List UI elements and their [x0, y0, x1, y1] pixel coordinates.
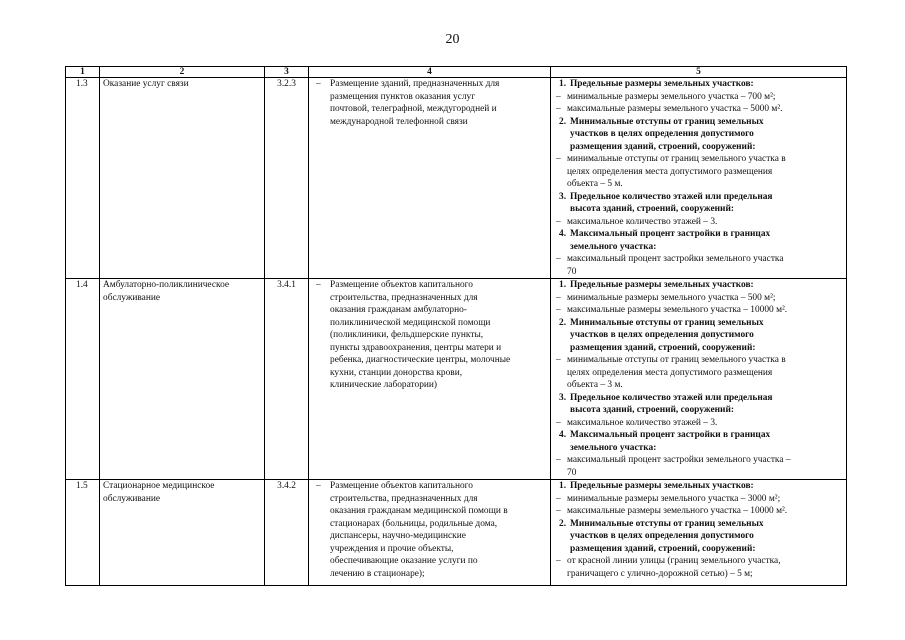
use-type-code-cell: 3.4.2 [265, 480, 309, 586]
dash-marker: – [556, 104, 561, 114]
parameter-line: высота зданий, строений, сооружений: [570, 204, 734, 214]
parameter-line: Предельные размеры земельных участков: [570, 79, 754, 89]
parameter-number: 4. [559, 430, 567, 440]
description-item [312, 279, 547, 392]
description-line: Размещение зданий, предназначенных для [330, 79, 500, 89]
parameter-text [567, 493, 843, 506]
parameter-line: 70 [567, 266, 577, 277]
parameter-line: размещения зданий, строений, сооружений: [570, 141, 756, 152]
parameter-line: максимальные размеры земельного участка – 10000 м². [567, 305, 788, 315]
parameter-value [554, 454, 843, 479]
parameter-line: минимальные размеры земельного участка – 700 м²; [567, 91, 776, 102]
parameter-heading [554, 191, 843, 216]
parameter-line: Предельные размеры земельных участков: [570, 280, 754, 290]
dash-marker: – [556, 493, 561, 504]
dash-marker: – [556, 455, 561, 465]
parameter-value [554, 505, 843, 518]
parameter-text [570, 116, 843, 154]
header-cell: 3 [265, 67, 309, 78]
parameter-line: объекта – 5 м. [567, 179, 623, 189]
parameter-value [554, 103, 843, 116]
parameter-value [554, 354, 843, 392]
parameter-heading [554, 78, 843, 91]
parameter-line: Минимальные отступы от границ земельных [570, 116, 764, 127]
dash-marker: – [556, 305, 561, 315]
description-line: оказания гражданам медицинской помощи в [330, 506, 508, 516]
description-line: стационарах (больницы, родильные дома, [330, 518, 498, 529]
description-text [330, 480, 547, 580]
parameter-number: 2. [559, 518, 567, 529]
use-type-code-cell: 3.2.3 [265, 78, 309, 279]
row-number-cell: 1.5 [66, 480, 100, 586]
description-line: пункты здравоохранения, центры матери и [330, 342, 502, 353]
use-type-name-cell: Оказание услуг связи [100, 78, 265, 279]
table-header-row [66, 67, 847, 78]
parameter-line: высота зданий, строений, сооружений: [570, 405, 734, 415]
parameter-line: земельного участка: [570, 442, 657, 453]
description-line: строительства, предназначенных для [330, 292, 478, 303]
parameter-value [554, 304, 843, 317]
parameter-line: размещения зданий, строений, сооружений: [570, 342, 756, 353]
header-cell: 1 [66, 67, 100, 78]
parameter-line: минимальные отступы от границ земельного участка в [567, 154, 786, 164]
parameter-value [554, 493, 843, 506]
parameter-number: 1. [559, 280, 567, 290]
description-line: строительства, предназначенных для [330, 493, 478, 504]
parameter-text [567, 253, 843, 278]
description-line: размещения пунктов оказания услуг [330, 91, 476, 102]
parameter-value [554, 216, 843, 229]
parameter-line: Предельное количество этажей или предельная [570, 191, 773, 202]
parameter-value [554, 253, 843, 278]
dash-marker: – [556, 506, 561, 516]
parameters-cell [551, 480, 847, 586]
parameter-number: 3. [559, 392, 567, 403]
parameter-number: 2. [559, 116, 567, 127]
description-cell [309, 78, 551, 279]
parameter-text [567, 354, 843, 392]
dash-marker: – [556, 417, 561, 428]
parameter-text [567, 555, 843, 580]
parameter-text [567, 153, 843, 191]
parameter-text [570, 191, 843, 216]
use-type-code-cell: 3.4.1 [265, 279, 309, 480]
parameter-line: минимальные размеры земельного участка – 500 м²; [567, 292, 776, 303]
dash-marker: – [316, 481, 321, 491]
dash-marker: – [556, 254, 561, 264]
parameter-line: 70 [567, 467, 577, 478]
description-line: почтовой, телеграфной, междугородней и [330, 104, 497, 114]
description-line: учреждения и прочие объекты, [330, 543, 454, 554]
parameters-cell [551, 279, 847, 480]
parameter-line: от красной линии улицы (границ земельного участка, [567, 556, 781, 566]
parameter-text [570, 392, 843, 417]
parameter-heading [554, 317, 843, 355]
parameter-line: участков в целях определения допустимого [570, 129, 754, 139]
parameter-heading [554, 279, 843, 292]
description-line: обеспечивающие оказание услуги по [330, 556, 478, 566]
description-line: диспансеры, научно-медицинские [330, 531, 466, 541]
parameter-number: 4. [559, 229, 567, 239]
description-text [330, 78, 547, 128]
parameter-value [554, 91, 843, 104]
parameter-text [567, 505, 843, 518]
description-line: оказания гражданам амбулаторно- [330, 305, 467, 315]
regulations-table [65, 66, 847, 586]
parameter-line: Максимальный процент застройки в границах [570, 430, 771, 440]
dash-marker: – [556, 355, 561, 365]
parameter-line: Предельное количество этажей или предельная [570, 392, 773, 403]
parameter-line: Предельные размеры земельных участков: [570, 481, 754, 491]
parameter-text [570, 279, 843, 292]
parameter-line: максимальное количество этажей – 3. [567, 216, 718, 227]
parameter-line: максимальное количество этажей – 3. [567, 417, 718, 428]
parameter-number: 1. [559, 481, 567, 491]
parameter-line: участков в целях определения допустимого [570, 531, 754, 541]
description-item [312, 78, 547, 128]
description-line: клинические лаборатории) [330, 380, 438, 390]
parameter-text [570, 480, 843, 493]
parameter-line: максимальный процент застройки земельного участка – [567, 455, 791, 465]
parameter-line: граничащего с улично-дорожной сетью) – 5 м; [567, 568, 753, 579]
parameter-text [570, 78, 843, 91]
parameter-value [554, 153, 843, 191]
parameter-value [554, 417, 843, 430]
parameter-text [567, 216, 843, 229]
dash-marker: – [556, 154, 561, 164]
description-text [330, 279, 547, 392]
parameter-heading [554, 429, 843, 454]
dash-marker: – [316, 79, 321, 89]
dash-marker: – [556, 91, 561, 102]
description-line: кухни, станции донорства крови, [330, 367, 463, 378]
parameter-line: Минимальные отступы от границ земельных [570, 317, 764, 328]
description-line: лечению в стационаре); [330, 568, 425, 579]
parameter-line: размещения зданий, строений, сооружений: [570, 543, 756, 554]
parameter-line: максимальные размеры земельного участка – 5000 м². [567, 104, 783, 114]
description-line: поликлинической медицинской помощи [330, 317, 491, 328]
parameter-line: максимальный процент застройки земельного участка [567, 254, 784, 264]
description-line: международной телефонной связи [330, 116, 468, 127]
parameter-number: 3. [559, 191, 567, 202]
header-cell: 4 [309, 67, 551, 78]
parameter-text [567, 292, 843, 305]
parameter-line: участков в целях определения допустимого [570, 330, 754, 340]
parameter-line: Максимальный процент застройки в границах [570, 229, 771, 239]
parameter-text [567, 417, 843, 430]
parameters-cell [551, 78, 847, 279]
description-item [312, 480, 547, 580]
parameter-line: минимальные отступы от границ земельного участка в [567, 355, 786, 365]
parameter-text [567, 454, 843, 479]
use-type-name-cell: Амбулаторно-поликлиническое обслуживание [100, 279, 265, 480]
parameter-line: земельного участка: [570, 241, 657, 252]
row-number-cell: 1.4 [66, 279, 100, 480]
description-line: (поликлиники, фельдшерские пункты, [330, 330, 484, 340]
use-type-name-cell: Стационарное медицинское обслуживание [100, 480, 265, 586]
parameter-heading [554, 518, 843, 556]
parameter-text [570, 228, 843, 253]
parameter-heading [554, 116, 843, 154]
parameter-text [570, 317, 843, 355]
dash-marker: – [556, 292, 561, 303]
description-line: ребенка, диагностические центры, молочные [330, 355, 511, 365]
parameter-text [567, 304, 843, 317]
parameter-text [567, 103, 843, 116]
parameter-line: объекта – 3 м. [567, 380, 623, 390]
parameter-line: целях определения места допустимого размещения [567, 367, 773, 378]
description-line: Размещение объектов капитального [330, 481, 473, 491]
parameter-heading [554, 228, 843, 253]
parameter-line: максимальные размеры земельного участка – 10000 м². [567, 506, 788, 516]
header-cell: 5 [551, 67, 847, 78]
description-line: Размещение объектов капитального [330, 280, 473, 290]
parameter-value [554, 292, 843, 305]
dash-marker: – [556, 556, 561, 566]
table-row [66, 480, 847, 586]
parameter-line: Минимальные отступы от границ земельных [570, 518, 764, 529]
parameter-number: 1. [559, 79, 567, 89]
parameter-text [567, 91, 843, 104]
parameter-heading [554, 392, 843, 417]
parameter-value [554, 555, 843, 580]
description-cell [309, 480, 551, 586]
parameter-number: 2. [559, 317, 567, 328]
dash-marker: – [556, 216, 561, 227]
description-cell [309, 279, 551, 480]
parameter-line: целях определения места допустимого размещения [567, 166, 773, 177]
dash-marker: – [316, 280, 321, 290]
parameter-line: минимальные размеры земельного участка – 3000 м²; [567, 493, 781, 504]
row-number-cell: 1.3 [66, 78, 100, 279]
parameter-heading [554, 480, 843, 493]
page-number: 20 [445, 32, 460, 47]
table-row [66, 279, 847, 480]
parameter-text [570, 518, 843, 556]
parameter-text [570, 429, 843, 454]
header-cell: 2 [100, 67, 265, 78]
table-row [66, 78, 847, 279]
